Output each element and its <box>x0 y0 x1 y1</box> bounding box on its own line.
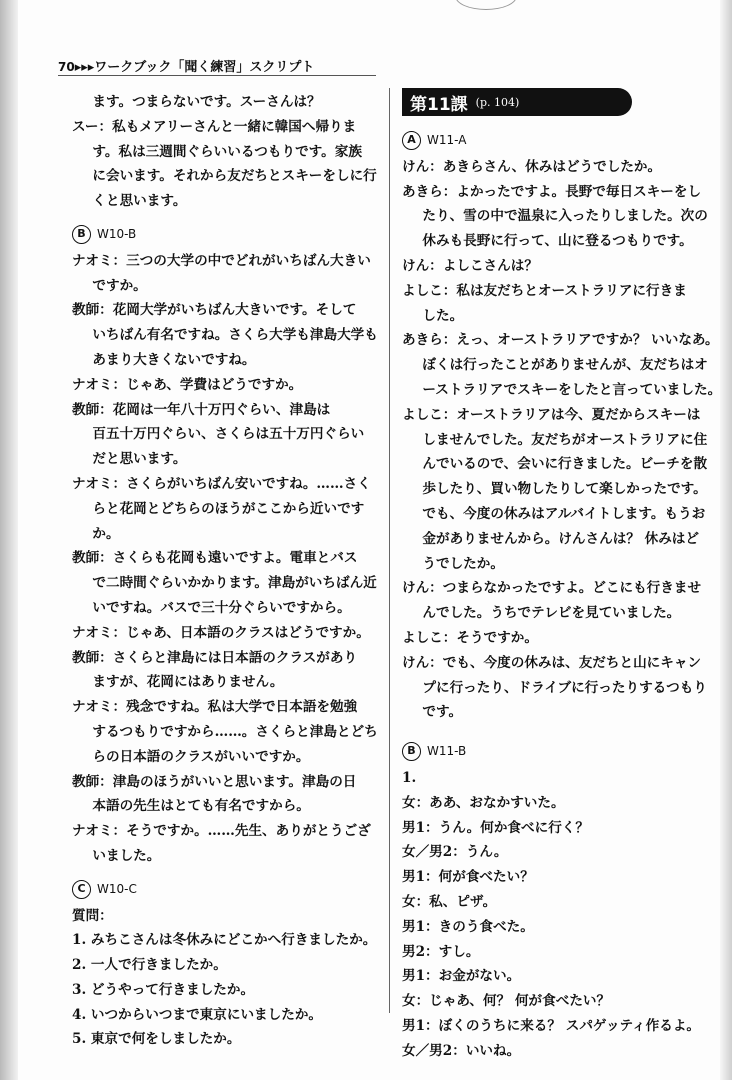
script-line: あきら：えっ、オーストラリアですか？ いいなあ。 <box>402 332 719 349</box>
script-line: 5. 東京で何をしましたか。 <box>72 1031 241 1048</box>
top-stamp-mark <box>455 0 517 10</box>
script-line: くと思います。 <box>92 193 187 210</box>
section-header-w11-b <box>402 739 707 764</box>
script-line: あきら：よかったですよ。長野で毎日スキーをし <box>402 183 702 200</box>
script-line: らと花岡とどちらのほうがここから近いです <box>92 500 365 517</box>
script-line: に会います。それから友だちとスキーをしに行 <box>92 168 377 185</box>
script-line: 4. いつからいつまで東京にいましたか。 <box>72 1006 323 1023</box>
script-line: らの日本語のクラスがいいですか。 <box>92 748 310 765</box>
script-line: けん：つまらなかったですよ。どこにも行きませ <box>402 580 702 597</box>
script-line: 教師：花岡大学がいちばん大きいです。そして <box>72 302 357 319</box>
section-w10-b-dialogue <box>72 249 382 869</box>
script-line: いですね。バスで三十分ぐらいですから。 <box>92 599 351 616</box>
script-line: けん：でも、今度の休みは、友だちと山にキャン <box>402 654 702 671</box>
script-line: です。 <box>422 704 463 721</box>
section-header-w10-b <box>72 222 382 247</box>
page-number: 70 <box>58 60 75 74</box>
script-line: 男1：うん。何か食べに行く？ <box>402 819 589 836</box>
section-letter-circle: B <box>72 225 91 244</box>
section-header-w11-a <box>402 128 707 153</box>
script-line: 男1：お金がない。 <box>402 968 521 985</box>
script-line: するつもりですから……。さくらと津島とどち <box>92 723 378 740</box>
section-code: W11-B <box>427 744 467 759</box>
script-line: よしこ：そうですか。 <box>402 629 538 646</box>
script-line: 1. <box>402 769 417 786</box>
section-code: W10-B <box>97 226 137 241</box>
script-line: ナオミ：さくらがいちばん安いですね。……さく <box>72 475 371 492</box>
right-column <box>402 120 722 1063</box>
script-line: よしこ：オーストラリアは今、夏だからスキーは <box>402 406 701 423</box>
section-w11-b-dialogue <box>402 766 707 1064</box>
script-line: ます。つまらないです。スーさんは？ <box>92 94 321 110</box>
script-line: 休みも長野に行って、山に登るつもりです。 <box>422 233 693 250</box>
lesson-title: 第11課 <box>410 94 468 115</box>
intro-lines <box>72 90 382 214</box>
script-line: スー：私もメアリーさんと一緒に韓国へ帰りま <box>72 118 357 135</box>
script-line: でも、今度の休みはアルバイトします。もうお <box>422 505 706 522</box>
script-line: ナオミ：残念ですね。私は大学で日本語を勉強 <box>72 699 358 716</box>
script-line: 男1：何が食べたい？ <box>402 869 534 886</box>
script-line: んでした。うちでテレビを見ていました。 <box>422 605 681 622</box>
section-w11-a-dialogue <box>402 155 722 725</box>
script-line: 男1：ぼくのうちに来る？ スパゲッティ作るよ。 <box>402 1017 701 1034</box>
script-line: す。私は三週間ぐらいいるつもりです。家族 <box>92 143 362 160</box>
script-line: 教師：津島のほうがいいと思います。津島の日 <box>72 773 357 790</box>
column-divider <box>389 88 390 1013</box>
script-line: よしこ：私は友だちとオーストラリアに行きま <box>402 282 687 299</box>
header-rule <box>58 75 376 76</box>
script-line: 金がありませんから。けんさんは？ 休みはど <box>422 530 699 547</box>
script-line: 女／男2：うん。 <box>402 844 508 861</box>
section-code: W10-C <box>97 881 137 896</box>
script-line: ぼくは行ったことがありませんが、友だちはオ <box>422 357 708 374</box>
script-line: ますが、花岡にはありません。 <box>92 674 284 691</box>
section-letter-circle: C <box>72 880 91 899</box>
script-line: 質問： <box>72 907 113 924</box>
script-line: んでいるので、会いに行きました。ビーチを散 <box>422 456 708 473</box>
script-line: 本語の先生はとても有名ですから。 <box>92 798 310 815</box>
script-line: いちばん有名ですね。さくら大学も津島大学も <box>92 327 378 344</box>
section-code: W11-A <box>427 133 467 147</box>
script-line: ナオミ：じゃあ、日本語のクラスはどうですか。 <box>72 624 370 641</box>
script-line: けん：よしこさんは？ <box>402 257 538 274</box>
header-arrows: ▸▸▸ <box>74 60 95 75</box>
script-line: で二時間ぐらいかかります。津島がいちばん近 <box>92 575 377 592</box>
page-header <box>58 56 314 75</box>
lesson-page-ref: (p. 104) <box>475 95 520 109</box>
header-title: ワークブック「聞く練習」スクリプト <box>94 60 315 75</box>
script-line: 女：ああ、おなかすいた。 <box>402 794 565 811</box>
script-line: 女／男2：いいね。 <box>402 1042 521 1059</box>
script-line: たり、雪の中で温泉に入ったりしました。次の <box>422 208 708 225</box>
script-line: 教師：さくらと津島には日本語のクラスがあり <box>72 649 358 666</box>
script-line: 2. 一人で行きましたか。 <box>72 957 227 974</box>
script-line: 1. みちこさんは冬休みにどこかへ行きましたか。 <box>72 932 377 949</box>
script-line: 男1：きのう食べた。 <box>402 918 534 935</box>
left-column <box>72 90 382 1052</box>
lesson-banner <box>402 88 632 116</box>
script-line: ナオミ：じゃあ、学費はどうですか。 <box>72 376 303 393</box>
script-line: 教師：花岡は一年八十万円ぐらい、津島は <box>72 401 331 418</box>
section-w10-c-questions <box>72 904 382 1053</box>
script-line: 男2：すし。 <box>402 943 480 960</box>
script-line: した。 <box>422 307 464 324</box>
script-line: ですか。 <box>92 277 147 294</box>
script-line: けん：あきらさん、休みはどうでしたか。 <box>402 158 662 175</box>
page-right-edge-shadow <box>720 0 732 1080</box>
section-letter-circle: B <box>402 742 421 761</box>
section-letter-circle: A <box>402 131 421 150</box>
script-line: 教師：さくらも花岡も遠いですよ。電車とバス <box>72 550 358 567</box>
script-line: うでしたか。 <box>422 555 504 572</box>
script-line: 女：私、ピザ。 <box>402 893 497 910</box>
script-line: か。 <box>92 525 120 542</box>
script-line: だと思います。 <box>92 451 187 468</box>
script-line: 女：じゃあ、何？ 何が食べたい？ <box>402 993 611 1010</box>
script-line: ナオミ：そうですか。……先生、ありがとうござ <box>72 823 371 840</box>
script-line: しませんでした。友だちがオーストラリアに住 <box>422 431 708 448</box>
script-line: 3. どうやって行きましたか。 <box>72 981 255 998</box>
script-line: あまり大きくないですね。 <box>92 351 256 368</box>
script-line: プに行ったり、ドライブに行ったりするつもり <box>422 679 707 696</box>
script-line: ーストラリアでスキーをしたと言っていました。 <box>422 381 722 398</box>
script-line: いました。 <box>92 847 161 864</box>
section-header-w10-c <box>72 877 382 902</box>
page-left-edge-shadow <box>0 0 18 1080</box>
script-line: 百五十万円ぐらい、さくらは五十万円ぐらい <box>92 426 365 443</box>
script-line: 歩したり、買い物したりして楽しかったです。 <box>422 481 707 498</box>
script-line: ナオミ：三つの大学の中でどれがいちばん大きい <box>72 252 371 269</box>
